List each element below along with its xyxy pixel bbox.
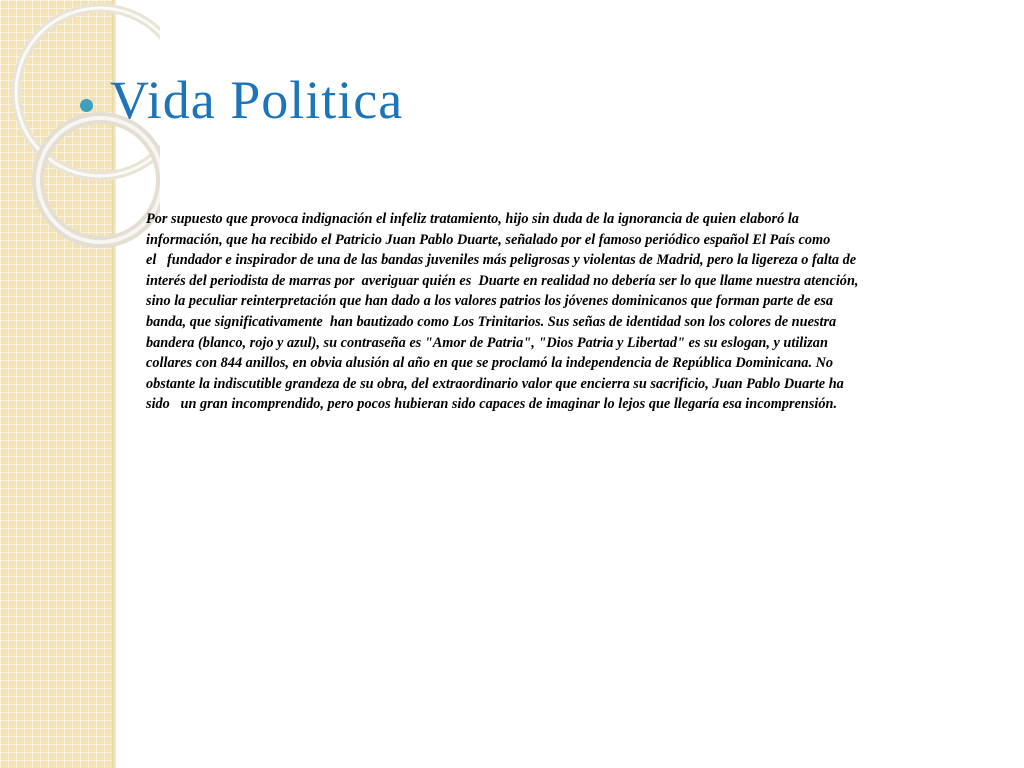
title-bullet — [80, 99, 93, 112]
slide-body-paragraph: Por supuesto que provoca indignación el infeliz tratamiento, hijo sin duda de la ignorancia de quien elaboró la información, que ha recibido el Patricio Juan Pablo Duarte, señalado por el famoso periódico español El País como el fundador e inspirador de una de las bandas juveniles más peligrosas y violentas de Madrid, pero la ligereza o falta de interés del periodista de marras por averiguar quién es Duarte en realidad no debería ser lo que llame nuestra atención, sino la peculiar reinterpretación que han dado a los valores patrios los jóvenes dominicanos que forman parte de esa banda, que significativamente han bautizado como Los Trinitarios. Sus señas de identidad son los colores de nuestra bandera (blanco, rojo y azul), su contraseña es "Amor de Patria", "Dios Patria y Libertad" es su eslogan, y utilizan collares con 844 anillos, en obvia alusión al año en que se proclamó la independencia de República Dominicana. No obstante la indiscutible grandeza de su obra, del extraordinario valor que encierra su sacrificio, Juan Pablo Duarte ha sido un gran incomprendido, pero pocos hubieran sido capaces de imaginar lo lejos que llegaría esa incomprensión. — [146, 211, 859, 413]
slide-title: Vida Politica — [110, 70, 404, 130]
